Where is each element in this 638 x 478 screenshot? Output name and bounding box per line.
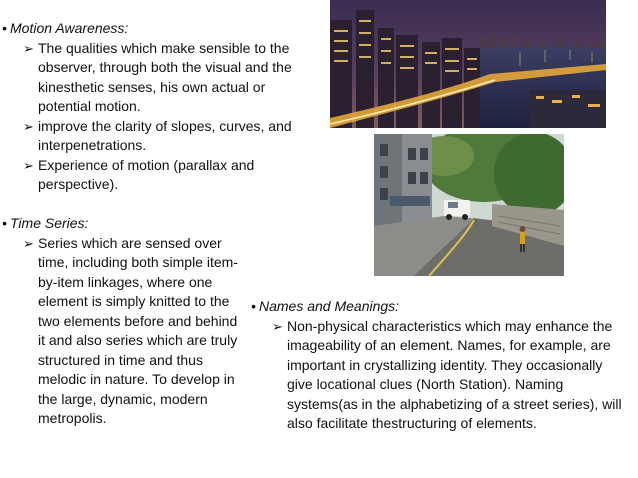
time-series-heading: • Time Series:: [2, 214, 238, 234]
motion-awareness-section: [2, 19, 320, 195]
city-night-photo: [330, 0, 606, 128]
motion-item-2: ➢ improve the clarity of slopes, curves, and interpenetrations.: [23, 117, 320, 156]
street-scene-photo: [374, 134, 564, 276]
arrow-bullet-icon: ➢: [23, 235, 34, 251]
motion-item-1: ➢ The qualities which make sensible to the observer, through both the visual and the kinesthetic senses, his own actual or potential motion.: [23, 39, 320, 117]
bullet-icon: •: [2, 20, 7, 36]
arrow-bullet-icon: ➢: [272, 318, 283, 334]
names-meanings-section: [251, 297, 623, 434]
bullet-icon: •: [251, 298, 256, 314]
motion-awareness-heading: • Motion Awareness:: [2, 19, 320, 39]
names-meanings-heading: • Names and Meanings:: [251, 297, 623, 317]
time-series-section: [2, 214, 238, 429]
bullet-icon: •: [2, 215, 7, 231]
names-item-1: ➢ Non-physical characteristics which may enhance the imageability of an element. Names, for example, are important in crystallizing identity. They occasionally give locational clues (North Station). Naming systems(as in the alphabetizing of a street series), will also facilitate thestructuring of elements.: [272, 317, 623, 434]
street-scene-image: [374, 134, 564, 276]
city-night-image: [330, 0, 606, 128]
arrow-bullet-icon: ➢: [23, 40, 34, 56]
motion-item-3: ➢ Experience of motion (parallax and perspective).: [23, 156, 320, 195]
arrow-bullet-icon: ➢: [23, 118, 34, 134]
arrow-bullet-icon: ➢: [23, 157, 34, 173]
time-item-1: ➢ Series which are sensed over time, including both simple item-by-item linkages, where one element is simply knitted to the two elements before and behind it and also series which are truly structured in time and thus melodic in nature. To develop in the large, dynamic, modern metropolis.: [23, 234, 238, 429]
